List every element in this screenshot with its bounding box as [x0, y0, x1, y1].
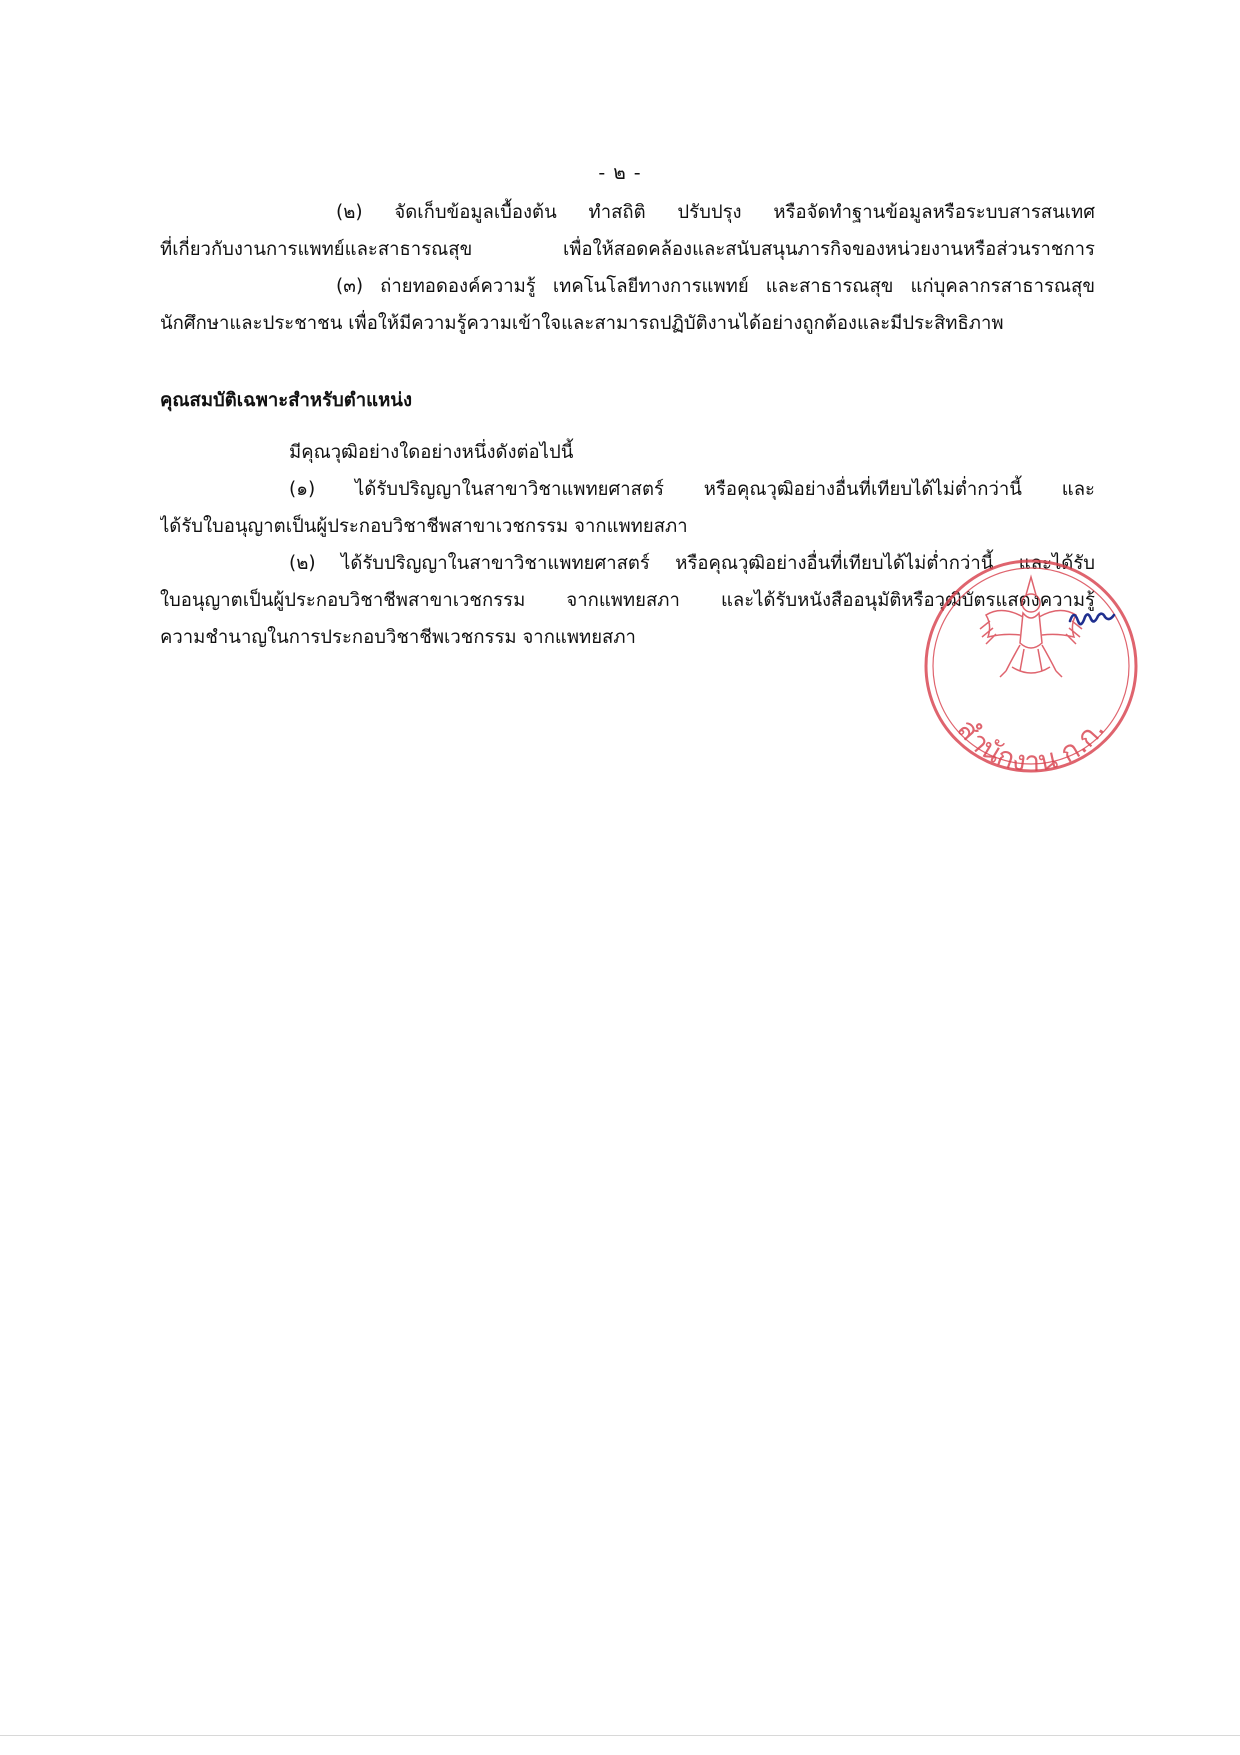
- duty-item-3-line-1: (๓) ถ่ายทอดองค์ความรู้ เทคโนโลยีทางการแพทย์ และสาธารณสุข แก่บุคลากรสาธารณสุข: [336, 276, 1095, 297]
- official-seal-stamp: [920, 555, 1142, 777]
- seal-text-path: สำนักงาน ก.ก.: [950, 712, 1111, 777]
- qualification-item-2-line-2: ใบอนุญาตเป็นผู้ประกอบวิชาชีพสาขาเวชกรรม จากแพทยสภา และได้รับหนังสืออนุมัติหรือวุฒิบัตรแสดงความรู้: [160, 590, 1095, 611]
- qualification-item-2-line-1: (๒) ได้รับปริญญาในสาขาวิชาแพทยศาสตร์ หรือคุณวุฒิอย่างอื่นที่เทียบได้ไม่ต่ำกว่านี้ และได้รับ: [289, 553, 1095, 574]
- qualification-item-1-line-2: ได้รับใบอนุญาตเป็นผู้ประกอบวิชาชีพสาขาเวชกรรม จากแพทยสภา: [160, 516, 688, 537]
- page-bottom-rule: [0, 1735, 1240, 1736]
- page-number: - ๒ -: [598, 162, 642, 184]
- seal-text: [950, 712, 1110, 777]
- duty-item-3-line-2: นักศึกษาและประชาชน เพื่อให้มีความรู้ความเข้าใจและสามารถปฏิบัติงานได้อย่างถูกต้องและมีประสิทธิภาพ: [160, 313, 1004, 334]
- qualifications-intro: มีคุณวุฒิอย่างใดอย่างหนึ่งดังต่อไปนี้: [289, 442, 574, 463]
- qualification-item-1-line-1: (๑) ได้รับปริญญาในสาขาวิชาแพทยศาสตร์ หรือคุณวุฒิอย่างอื่นที่เทียบได้ไม่ต่ำกว่านี้ และ: [289, 479, 1095, 500]
- garuda-emblem-icon: [980, 577, 1082, 677]
- duty-item-2-line-1: (๒) จัดเก็บข้อมูลเบื้องต้น ทำสถิติ ปรับปรุง หรือจัดทำฐานข้อมูลหรือระบบสารสนเทศ: [336, 202, 1095, 223]
- qualifications-heading: คุณสมบัติเฉพาะสำหรับตำแหน่ง: [160, 390, 412, 411]
- handwritten-signature: [1070, 614, 1114, 624]
- duty-item-2-line-2: ที่เกี่ยวกับงานการแพทย์และสาธารณสุข เพื่อให้สอดคล้องและสนับสนุนภารกิจของหน่วยงานหรือส่วนราชการ: [160, 239, 1095, 260]
- qualification-item-2-line-3: ความชำนาญในการประกอบวิชาชีพเวชกรรม จากแพทยสภา: [160, 627, 636, 648]
